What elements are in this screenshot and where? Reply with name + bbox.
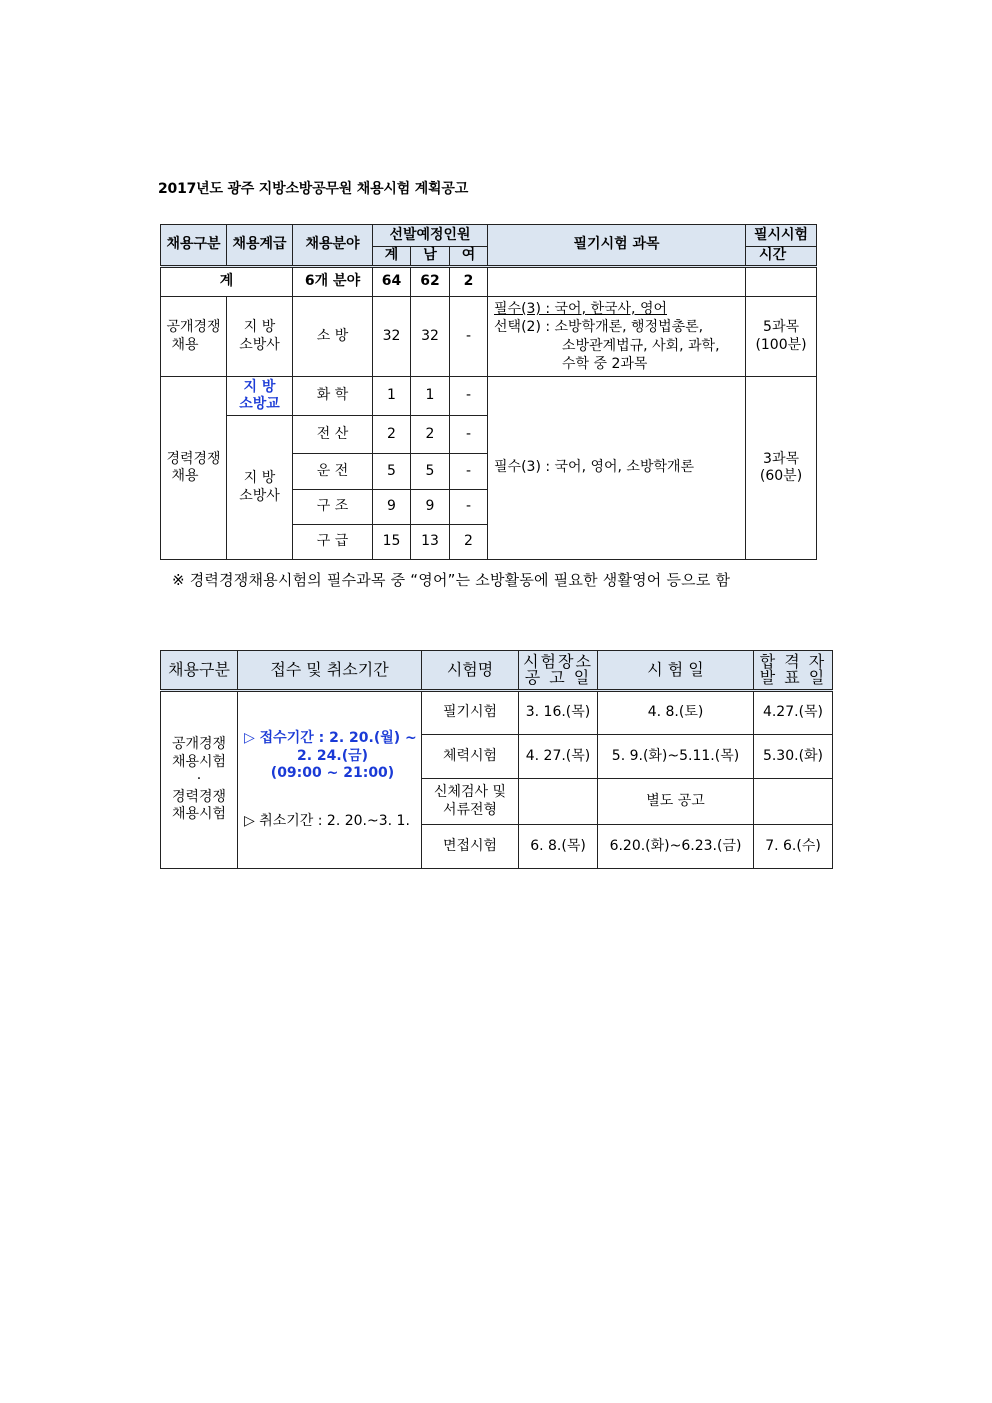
- sum-label: 계: [161, 267, 293, 297]
- career-female: -: [450, 377, 488, 416]
- sum-row: [161, 267, 817, 297]
- page-title: 2017년도 광주 지방소방공무원 채용시험 계획공고: [158, 181, 469, 197]
- career-field: 전 산: [293, 416, 373, 454]
- schedule-row-written: [161, 691, 833, 735]
- career-total: 2: [373, 416, 411, 454]
- schedule-exam: 필기시험: [422, 691, 519, 735]
- header-field: 채용분야: [293, 225, 373, 267]
- sum-total: 64: [373, 267, 411, 297]
- schedule-period: ▷ 접수기간 : 2. 20.(월) ~ 2. 24.(금) (09:00 ~ 21:00) ▷ 취소기간 : 2. 20.~3. 1.: [238, 691, 422, 869]
- career-male: 9: [411, 490, 450, 525]
- footnote: ※ 경력경쟁채용시험의 필수과목 중 “영어”는 소방활동에 필요한 생활영어 등으로 함: [172, 571, 731, 589]
- header-result-date: 합 격 자 발 표 일: [754, 651, 833, 691]
- schedule-exam-date: 6.20.(화)~6.23.(금): [598, 825, 754, 869]
- header-category: 채용구분: [161, 225, 227, 267]
- career-total: 1: [373, 377, 411, 416]
- open-rank: 지 방 소방사: [227, 297, 293, 377]
- career-male: 13: [411, 525, 450, 560]
- header-time-top: 필시시험: [746, 225, 817, 247]
- schedule-exam: 신체검사 및 서류전형: [422, 779, 519, 825]
- open-total: 32: [373, 297, 411, 377]
- header-rank: 채용계급: [227, 225, 293, 267]
- open-male: 32: [411, 297, 450, 377]
- career-category: 경력경쟁 채용: [161, 377, 227, 560]
- career-female: 2: [450, 525, 488, 560]
- schedule-result-date: 7. 6.(수): [754, 825, 833, 869]
- schedule-venue-date: 6. 8.(목): [519, 825, 598, 869]
- header-time-bottom: 시간: [746, 247, 817, 267]
- career-female: -: [450, 490, 488, 525]
- header-female: 여: [450, 247, 488, 267]
- recruitment-plan-table: [160, 224, 817, 560]
- career-field: 구 급: [293, 525, 373, 560]
- header-planned: 선발예정인원: [373, 225, 488, 247]
- open-row: [161, 297, 817, 377]
- header-exam: 시험명: [422, 651, 519, 691]
- sum-female: 2: [450, 267, 488, 297]
- career-rank-a: 지 방 소방교: [227, 377, 293, 416]
- schedule-venue-date: 3. 16.(목): [519, 691, 598, 735]
- career-total: 5: [373, 454, 411, 490]
- career-field: 구 조: [293, 490, 373, 525]
- header-period: 접수 및 취소기간: [238, 651, 422, 691]
- career-subjects: 필수(3) : 국어, 영어, 소방학개론: [488, 377, 746, 560]
- career-total: 9: [373, 490, 411, 525]
- header-exam-date: 시 험 일: [598, 651, 754, 691]
- header-male: 남: [411, 247, 450, 267]
- schedule-exam-date: 5. 9.(화)~5.11.(목): [598, 735, 754, 779]
- schedule-exam-date: 별도 공고: [598, 779, 754, 825]
- header-venue-date: 시험장소 공 고 일: [519, 651, 598, 691]
- header-total: 계: [373, 247, 411, 267]
- career-male: 1: [411, 377, 450, 416]
- schedule-exam: 체력시험: [422, 735, 519, 779]
- schedule-category: 공개경쟁 채용시험 · 경력경쟁 채용시험: [161, 691, 238, 869]
- career-female: -: [450, 416, 488, 454]
- header-subjects: 필기시험 과목: [488, 225, 746, 267]
- sum-male: 62: [411, 267, 450, 297]
- schedule-exam: 면접시험: [422, 825, 519, 869]
- header-category: 채용구분: [161, 651, 238, 691]
- schedule-result-date: 4.27.(목): [754, 691, 833, 735]
- career-row-chemistry: [161, 377, 817, 416]
- career-total: 15: [373, 525, 411, 560]
- career-time: 3과목 (60분): [746, 377, 817, 560]
- open-category: 공개경쟁 채용: [161, 297, 227, 377]
- open-time: 5과목 (100분): [746, 297, 817, 377]
- career-male: 2: [411, 416, 450, 454]
- schedule-table: [160, 650, 833, 869]
- career-field: 화 학: [293, 377, 373, 416]
- career-rank-b: 지 방 소방사: [227, 416, 293, 560]
- open-field: 소 방: [293, 297, 373, 377]
- schedule-venue-date: 4. 27.(목): [519, 735, 598, 779]
- sum-field: 6개 분야: [293, 267, 373, 297]
- schedule-exam-date: 4. 8.(토): [598, 691, 754, 735]
- open-female: -: [450, 297, 488, 377]
- open-subjects: 필수(3) : 국어, 한국사, 영어 선택(2) : 소방학개론, 행정법총론, 소방관계법규, 사회, 과학, 수학 중 2과목: [488, 297, 746, 377]
- schedule-result-date: 5.30.(화): [754, 735, 833, 779]
- career-male: 5: [411, 454, 450, 490]
- career-female: -: [450, 454, 488, 490]
- career-field: 운 전: [293, 454, 373, 490]
